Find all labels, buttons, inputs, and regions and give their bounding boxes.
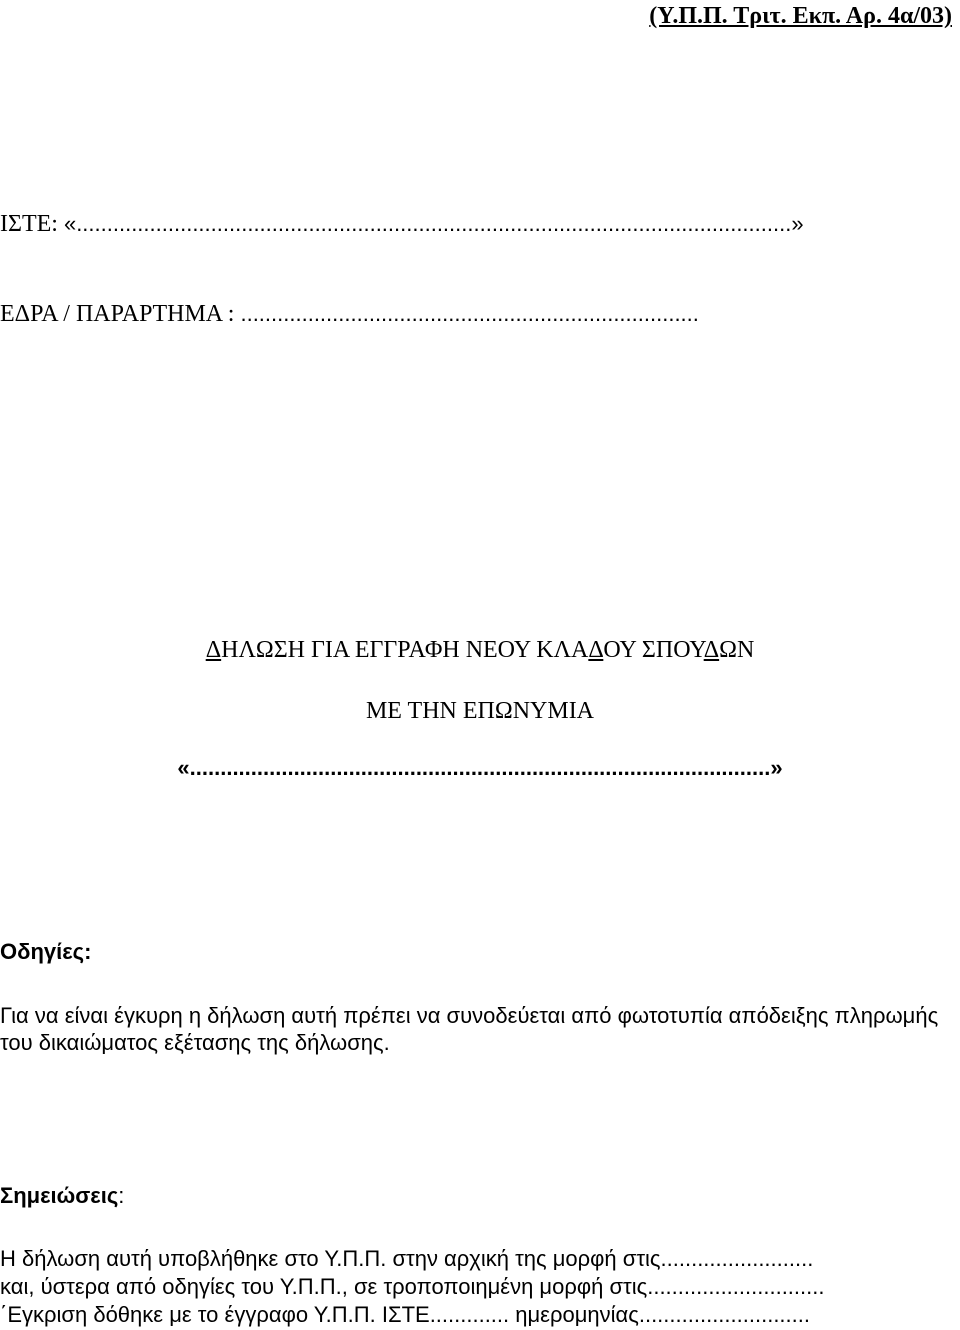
notes-line: Η δήλωση αυτή υποβλήθηκε στο Υ.Π.Π. στην αρχική της μορφή στις......................... bbox=[0, 1246, 814, 1271]
institution-name-placeholder: «...............................................................................................» bbox=[177, 755, 783, 780]
title-part: Δ bbox=[588, 637, 604, 663]
edra-label: ΕΔΡΑ / ΠΑΡΑΡΤΗΜΑ : bbox=[0, 301, 235, 327]
notes-line: ΄Εγκριση δόθηκε με το έγγραφο Υ.Π.Π. ΙΣΤΕ............. ημερομηνίας............................ bbox=[0, 1302, 810, 1327]
instructions-text: Για να είναι έγκυρη η δήλωση αυτή πρέπει να συνοδεύεται από φωτοτυπία απόδειξης πληρωμής του δικαιώματος εξέτασης της δήλωσης. bbox=[0, 1003, 939, 1055]
title-part: ΟΥ ΣΠΟΥ bbox=[603, 637, 704, 663]
declaration-subtitle: ΜΕ ΤΗΝ ΕΠΩΝΥΜΙΑ bbox=[365, 698, 595, 724]
notes-heading-label: Σημειώσεις bbox=[0, 1183, 119, 1208]
instructions-heading: Οδηγίες: bbox=[0, 939, 92, 964]
iste-value: «.....................................................................................................................» bbox=[63, 211, 804, 236]
notes-heading-colon: : bbox=[118, 1183, 125, 1208]
document-reference: (Υ.Π.Π. Τριτ. Εκπ. Αρ. 4α/03) bbox=[649, 3, 952, 29]
title-part: ΗΛΩΣΗ ΓΙΑ ΕΓΓΡΑΦΗ ΝΕΟΥ ΚΛΑ bbox=[221, 637, 589, 663]
title-part: Δ bbox=[205, 637, 222, 663]
edra-value: ........................................................................... bbox=[240, 301, 699, 326]
iste-field bbox=[0, 212, 804, 236]
notes-list bbox=[0, 1245, 960, 1329]
declaration-title bbox=[0, 638, 960, 662]
notes-line: και, ύστερα από οδηγίες του Υ.Π.Π., σε τροποποιημένη μορφή στις............................. bbox=[0, 1274, 825, 1299]
notes-heading bbox=[0, 1185, 124, 1207]
title-part: ΩΝ bbox=[719, 637, 755, 663]
iste-label: ΙΣΤΕ: bbox=[0, 211, 58, 237]
edra-field bbox=[0, 302, 699, 326]
title-part: Δ bbox=[703, 637, 720, 663]
